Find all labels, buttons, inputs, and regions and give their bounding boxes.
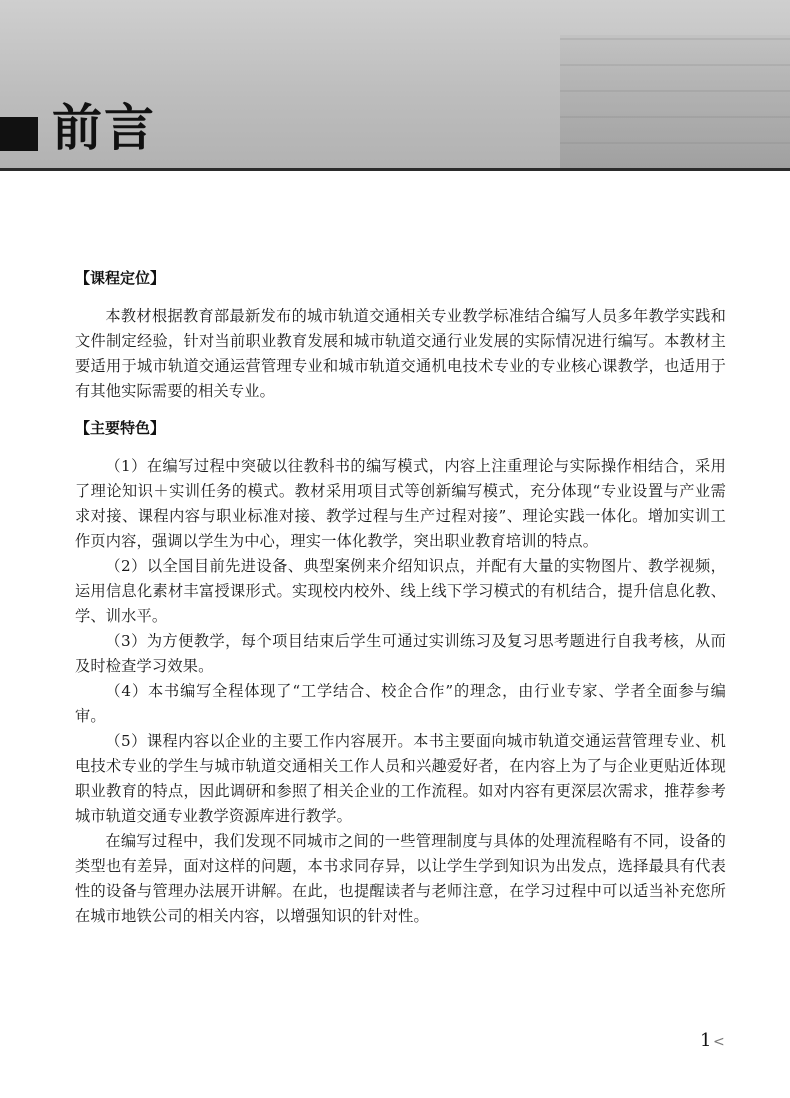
document-body [75, 262, 726, 929]
title-marker-block [0, 117, 38, 151]
page-arrow-icon: < [713, 1034, 725, 1050]
paragraph-feature-4: （4）本书编写全程体现了“工学结合、校企合作”的理念，由行业专家、学者全面参与编审。 [75, 682, 726, 725]
page-number: 1 [700, 1030, 712, 1051]
paragraph-closing: 在编写过程中，我们发现不同城市之间的一些管理制度与具体的处理流程略有不同，设备的类型也有差异，面对这样的问题，本书求同存异，以让学生学到知识为出发点，选择最具有代表性的设备与管理办法展开讲解。在此，也提醒读者与老师注意，在学习过程中可以适当补充您所在城市地铁公司的相关内容，以增强知识的针对性。 [75, 832, 726, 925]
paragraph-feature-2: （2）以全国目前先进设备、典型案例来介绍知识点，并配有大量的实物图片、教学视频，运用信息化素材丰富授课形式。实现校内校外、线上线下学习模式的有机结合，提升信息化教、学、训水平。 [75, 557, 726, 625]
page-title: 前言 [52, 99, 156, 157]
paragraph-feature-1: （1）在编写过程中突破以往教科书的编写模式，内容上注重理论与实际操作相结合，采用了理论知识＋实训任务的模式。教材采用项目式等创新编写模式，充分体现“专业设置与产业需求对接、课程内容与职业标准对接、教学过程与生产过程对接”、理论实践一体化。增加实训工作页内容，强调以学生为中心，理实一体化教学，突出职业教育培训的特点。 [75, 457, 726, 550]
header-background-texture [560, 35, 790, 170]
section-heading-main-features: 【主要特色】 [75, 419, 166, 437]
header-divider [0, 168, 790, 171]
paragraph-feature-5: （5）课程内容以企业的主要工作内容展开。本书主要面向城市轨道交通运营管理专业、机电技术专业的学生与城市轨道交通相关工作人员和兴趣爱好者，在内容上为了与企业更贴近体现职业教育的特点，因此调研和参照了相关企业的工作流程。如对内容有更深层次需求，推荐参考城市轨道交通专业教学资源库进行教学。 [75, 732, 726, 825]
section-heading-course-positioning: 【课程定位】 [75, 269, 166, 287]
paragraph-course-positioning: 本教材根据教育部最新发布的城市轨道交通相关专业教学标准结合编写人员多年教学实践和文件制定经验，针对当前职业教育发展和城市轨道交通行业发展的实际情况进行编写。本教材主要适用于城市轨道交通运营管理专业和城市轨道交通机电技术专业的专业核心课教学，也适用于有其他实际需要的相关专业。 [75, 307, 726, 400]
paragraph-feature-3: （3）为方便教学，每个项目结束后学生可通过实训练习及复习思考题进行自我考核，从而及时检查学习效果。 [75, 632, 726, 675]
